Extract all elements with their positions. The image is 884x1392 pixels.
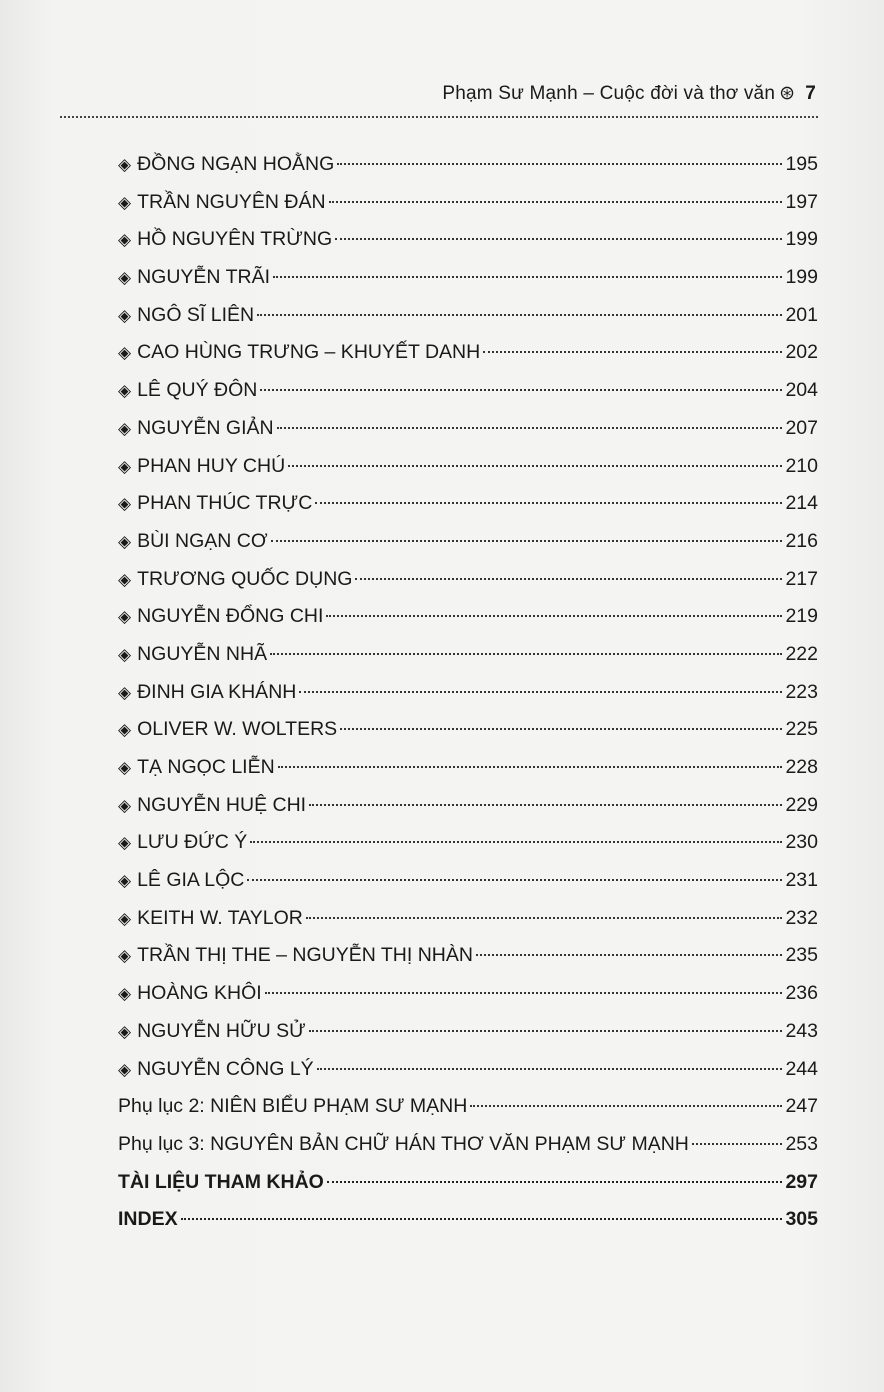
dot-leader bbox=[309, 804, 782, 806]
entry-title: Phụ lục 3: NGUYÊN BẢN CHỮ HÁN THƠ VĂN PHẠM SƯ MẠNH bbox=[118, 1132, 689, 1155]
entry-page-number: 217 bbox=[785, 567, 818, 590]
diamond-bullet-icon: ◈ bbox=[118, 569, 132, 589]
dot-leader bbox=[327, 1181, 783, 1183]
entry-page-number: 229 bbox=[785, 793, 818, 816]
entry-title: CAO HÙNG TRƯNG – KHUYẾT DANH bbox=[137, 341, 481, 364]
entry-title: BÙI NGẠN CƠ bbox=[137, 529, 268, 552]
toc-entry bbox=[118, 900, 818, 938]
table-of-contents bbox=[118, 146, 818, 1239]
diamond-bullet-icon: ◈ bbox=[118, 531, 132, 551]
ornament-icon: ⊛ bbox=[779, 83, 796, 104]
diamond-bullet-icon: ◈ bbox=[118, 418, 132, 438]
dot-leader bbox=[250, 841, 782, 843]
entry-title: NGUYỄN NHÃ bbox=[137, 642, 268, 665]
entry-title: Phụ lục 2: NIÊN BIỂU PHẠM SƯ MẠNH bbox=[118, 1095, 468, 1118]
toc-entry bbox=[118, 410, 818, 448]
page-number: 7 bbox=[805, 83, 816, 104]
entry-title: NGUYỄN GIẢN bbox=[137, 416, 274, 439]
toc-entry bbox=[118, 674, 818, 712]
diamond-bullet-icon: ◈ bbox=[118, 720, 132, 740]
entry-page-number: 228 bbox=[785, 756, 818, 778]
entry-title: NGÔ SĨ LIÊN bbox=[137, 303, 255, 326]
dot-leader bbox=[483, 351, 782, 353]
entry-page-number: 201 bbox=[785, 303, 818, 326]
entry-page-number: 204 bbox=[785, 379, 818, 402]
entry-page-number: 232 bbox=[785, 906, 818, 929]
entry-title: NGUYỄN TRÃI bbox=[137, 266, 270, 289]
entry-title: LƯU ĐỨC Ý bbox=[137, 831, 248, 854]
entry-page-number: 216 bbox=[785, 529, 818, 552]
entry-page-number: 195 bbox=[785, 153, 818, 175]
dot-leader bbox=[340, 728, 782, 730]
toc-entry bbox=[118, 334, 818, 372]
entry-title: TRẦN NGUYÊN ĐÁN bbox=[137, 190, 326, 213]
dot-leader bbox=[337, 163, 782, 165]
diamond-bullet-icon: ◈ bbox=[118, 607, 132, 627]
dot-leader bbox=[273, 276, 782, 278]
diamond-bullet-icon: ◈ bbox=[118, 192, 132, 212]
diamond-bullet-icon: ◈ bbox=[118, 984, 132, 1004]
toc-entry bbox=[118, 372, 818, 410]
toc-entry bbox=[118, 598, 818, 636]
entry-page-number: 214 bbox=[785, 492, 818, 515]
dot-leader bbox=[355, 578, 782, 580]
entry-page-number: 223 bbox=[785, 680, 818, 703]
diamond-bullet-icon: ◈ bbox=[118, 644, 132, 664]
dot-leader bbox=[277, 427, 783, 429]
toc-entry bbox=[118, 221, 818, 259]
entry-page-number: 231 bbox=[785, 869, 818, 892]
toc-entry bbox=[118, 862, 818, 900]
entry-title: OLIVER W. WOLTERS bbox=[137, 718, 338, 741]
entry-title: ĐINH GIA KHÁNH bbox=[137, 680, 297, 703]
toc-entry bbox=[118, 297, 818, 335]
toc-entry bbox=[118, 749, 818, 787]
entry-title: NGUYỄN HỮU SỬ bbox=[137, 1019, 306, 1042]
dot-leader bbox=[306, 917, 783, 919]
toc-entry bbox=[118, 1051, 818, 1089]
entry-page-number: 199 bbox=[785, 266, 818, 289]
entry-title: TẠ NGỌC LIỄN bbox=[137, 756, 275, 778]
dot-leader bbox=[288, 465, 782, 467]
entry-page-number: 225 bbox=[785, 718, 818, 741]
back-matter-entry bbox=[118, 1201, 818, 1239]
dot-leader bbox=[270, 653, 782, 655]
entry-page-number: 230 bbox=[785, 831, 818, 854]
entry-page-number: 247 bbox=[785, 1095, 818, 1118]
dot-leader bbox=[315, 502, 782, 504]
entry-title: HỒ NGUYÊN TRỪNG bbox=[137, 228, 333, 251]
toc-entry bbox=[118, 636, 818, 674]
diamond-bullet-icon: ◈ bbox=[118, 682, 132, 702]
entry-title: INDEX bbox=[118, 1208, 178, 1231]
toc-entry bbox=[118, 146, 818, 184]
diamond-bullet-icon: ◈ bbox=[118, 795, 132, 815]
toc-entry bbox=[118, 711, 818, 749]
diamond-bullet-icon: ◈ bbox=[118, 833, 132, 853]
dot-leader bbox=[329, 201, 783, 203]
entry-page-number: 253 bbox=[785, 1132, 818, 1155]
entry-title: TÀI LIỆU THAM KHẢO bbox=[118, 1170, 324, 1193]
entry-title: TRẦN THỊ THE – NGUYỄN THỊ NHÀN bbox=[137, 944, 473, 967]
entry-title: NGUYỄN HUỆ CHI bbox=[137, 793, 307, 816]
dot-leader bbox=[692, 1143, 783, 1145]
entry-title: KEITH W. TAYLOR bbox=[137, 906, 303, 929]
toc-entry bbox=[118, 787, 818, 825]
book-title: Phạm Sư Mạnh – Cuộc đời và thơ văn bbox=[442, 83, 776, 104]
diamond-bullet-icon: ◈ bbox=[118, 1021, 132, 1041]
entry-page-number: 210 bbox=[785, 454, 818, 477]
entry-title: PHAN THÚC TRỰC bbox=[137, 492, 313, 515]
entry-title: TRƯƠNG QUỐC DỤNG bbox=[137, 567, 353, 590]
entry-page-number: 244 bbox=[785, 1057, 818, 1080]
entry-title: ĐỒNG NGẠN HOẰNG bbox=[137, 153, 335, 175]
diamond-bullet-icon: ◈ bbox=[118, 758, 132, 777]
dot-leader bbox=[317, 1068, 783, 1070]
entry-page-number: 219 bbox=[785, 605, 818, 628]
toc-entry bbox=[118, 485, 818, 523]
entry-title: NGUYỄN ĐỔNG CHI bbox=[137, 605, 324, 628]
dot-leader bbox=[278, 766, 783, 768]
appendix-entry bbox=[118, 1126, 818, 1164]
dot-leader bbox=[470, 1105, 782, 1107]
entry-page-number: 202 bbox=[785, 341, 818, 364]
dot-leader bbox=[260, 389, 782, 391]
back-matter-entry bbox=[118, 1164, 818, 1202]
entry-page-number: 222 bbox=[785, 642, 818, 665]
dot-leader bbox=[271, 540, 783, 542]
toc-entry bbox=[118, 1013, 818, 1051]
dot-leader bbox=[309, 1030, 783, 1032]
entry-page-number: 235 bbox=[785, 944, 818, 967]
entry-page-number: 297 bbox=[785, 1170, 818, 1193]
dot-leader bbox=[335, 238, 782, 240]
dot-leader bbox=[476, 954, 782, 956]
entry-page-number: 207 bbox=[785, 416, 818, 439]
entry-page-number: 199 bbox=[785, 228, 818, 251]
diamond-bullet-icon: ◈ bbox=[118, 305, 132, 325]
dot-leader bbox=[247, 879, 782, 881]
entry-page-number: 197 bbox=[785, 190, 818, 213]
diamond-bullet-icon: ◈ bbox=[118, 946, 132, 966]
header-divider bbox=[60, 116, 818, 118]
toc-entry bbox=[118, 975, 818, 1013]
appendix-entry bbox=[118, 1088, 818, 1126]
diamond-bullet-icon: ◈ bbox=[118, 456, 132, 476]
dot-leader bbox=[299, 691, 782, 693]
diamond-bullet-icon: ◈ bbox=[118, 268, 132, 288]
diamond-bullet-icon: ◈ bbox=[118, 908, 132, 928]
entry-page-number: 305 bbox=[785, 1208, 818, 1231]
diamond-bullet-icon: ◈ bbox=[118, 1059, 132, 1079]
diamond-bullet-icon: ◈ bbox=[118, 381, 132, 401]
entry-title: PHAN HUY CHÚ bbox=[137, 454, 286, 477]
entry-title: LÊ QUÝ ĐÔN bbox=[137, 379, 258, 402]
entry-title: HOÀNG KHÔI bbox=[137, 982, 262, 1005]
diamond-bullet-icon: ◈ bbox=[118, 155, 132, 174]
diamond-bullet-icon: ◈ bbox=[118, 343, 132, 363]
entry-page-number: 243 bbox=[785, 1019, 818, 1042]
diamond-bullet-icon: ◈ bbox=[118, 871, 132, 891]
entry-title: NGUYỄN CÔNG LÝ bbox=[137, 1057, 314, 1080]
dot-leader bbox=[257, 314, 782, 316]
toc-entry bbox=[118, 523, 818, 561]
dot-leader bbox=[326, 615, 782, 617]
toc-entry bbox=[118, 561, 818, 599]
dot-leader bbox=[181, 1218, 783, 1220]
diamond-bullet-icon: ◈ bbox=[118, 230, 132, 250]
toc-entry bbox=[118, 824, 818, 862]
dot-leader bbox=[265, 992, 783, 994]
running-header bbox=[60, 82, 816, 105]
diamond-bullet-icon: ◈ bbox=[118, 494, 132, 514]
toc-entry bbox=[118, 937, 818, 975]
toc-entry bbox=[118, 448, 818, 486]
toc-entry bbox=[118, 259, 818, 297]
entry-page-number: 236 bbox=[785, 982, 818, 1005]
entry-title: LÊ GIA LỘC bbox=[137, 869, 245, 892]
toc-entry bbox=[118, 184, 818, 222]
